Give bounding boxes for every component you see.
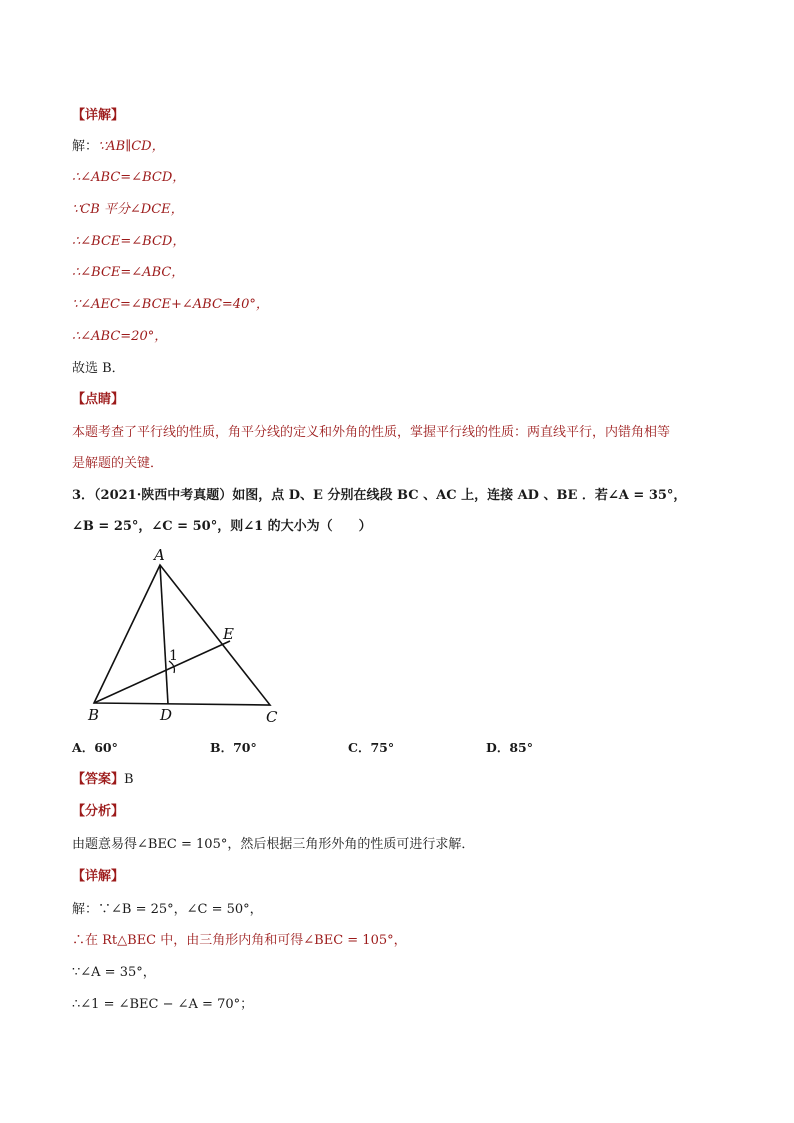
detail-heading-2: 【详解】 xyxy=(72,869,125,884)
detail-step-1: 解：∵∠B = 25°，∠C = 50°， xyxy=(72,902,263,917)
solution-line-6: ∵∠AEC=∠BCE+∠ABC=40°， xyxy=(72,297,269,312)
label-e: E xyxy=(223,625,234,643)
question-3-line-2: ∠B = 25°，∠C = 50°，则∠1 的大小为（ ） xyxy=(72,519,372,534)
choice-b[interactable]: B．70° xyxy=(210,740,257,755)
comment-line-2: 是解题的关键． xyxy=(72,456,164,471)
detail-heading: 【详解】 xyxy=(72,108,125,123)
detail-step-2: ∴在 Rt△BEC 中，由三角形内角和可得∠BEC = 105°， xyxy=(72,933,407,948)
comment-heading: 【点睛】 xyxy=(72,392,125,407)
answer-line xyxy=(72,768,134,787)
detail-step-3: ∵∠A = 35°， xyxy=(72,965,156,980)
analysis-text: 由题意易得∠BEC = 105°，然后根据三角形外角的性质可进行求解． xyxy=(72,837,475,852)
solution-line-4: ∴∠BCE=∠BCD， xyxy=(72,234,186,249)
triangle-figure xyxy=(80,548,300,728)
analysis-heading: 【分析】 xyxy=(72,804,125,819)
segment-be xyxy=(94,641,230,703)
answer-value: B xyxy=(124,772,134,787)
solution-line-2: ∴∠ABC=∠BCD， xyxy=(72,170,186,185)
choice-d[interactable]: D．85° xyxy=(486,740,533,755)
segment-ad xyxy=(160,565,168,704)
label-angle-1: 1 xyxy=(169,648,178,664)
label-b: B xyxy=(88,706,100,724)
solution-prefix: 解： xyxy=(72,139,99,154)
comment-line-1: 本题考查了平行线的性质，角平分线的定义和外角的性质，掌握平行线的性质：两直线平行，内错角相等 xyxy=(72,425,671,440)
detail-step-4: ∴∠1 = ∠BEC − ∠A = 70°； xyxy=(72,997,254,1012)
solution-conclusion: 故选 B． xyxy=(72,361,125,376)
solution-line-3: ∵CB 平分∠DCE， xyxy=(72,202,184,217)
solution-line-5: ∴∠BCE=∠ABC， xyxy=(72,265,185,280)
label-d: D xyxy=(160,706,173,724)
label-a: A xyxy=(154,548,165,564)
triangle-abc xyxy=(94,565,270,705)
answer-heading: 【答案】 xyxy=(72,772,125,787)
label-c: C xyxy=(266,708,278,726)
solution-line-7: ∴∠ABC=20°， xyxy=(72,329,168,344)
solution-step: ∵AB∥CD， xyxy=(98,139,165,154)
choice-c[interactable]: C．75° xyxy=(348,740,395,755)
solution-line-1 xyxy=(72,135,165,154)
choice-a[interactable]: A．60° xyxy=(72,740,118,755)
question-3-line-1: 3．（2021·陕西中考真题）如图，点 D、E 分别在线段 BC 、AC 上，连接 AD 、BE ．若∠A = 35°， xyxy=(72,488,687,503)
